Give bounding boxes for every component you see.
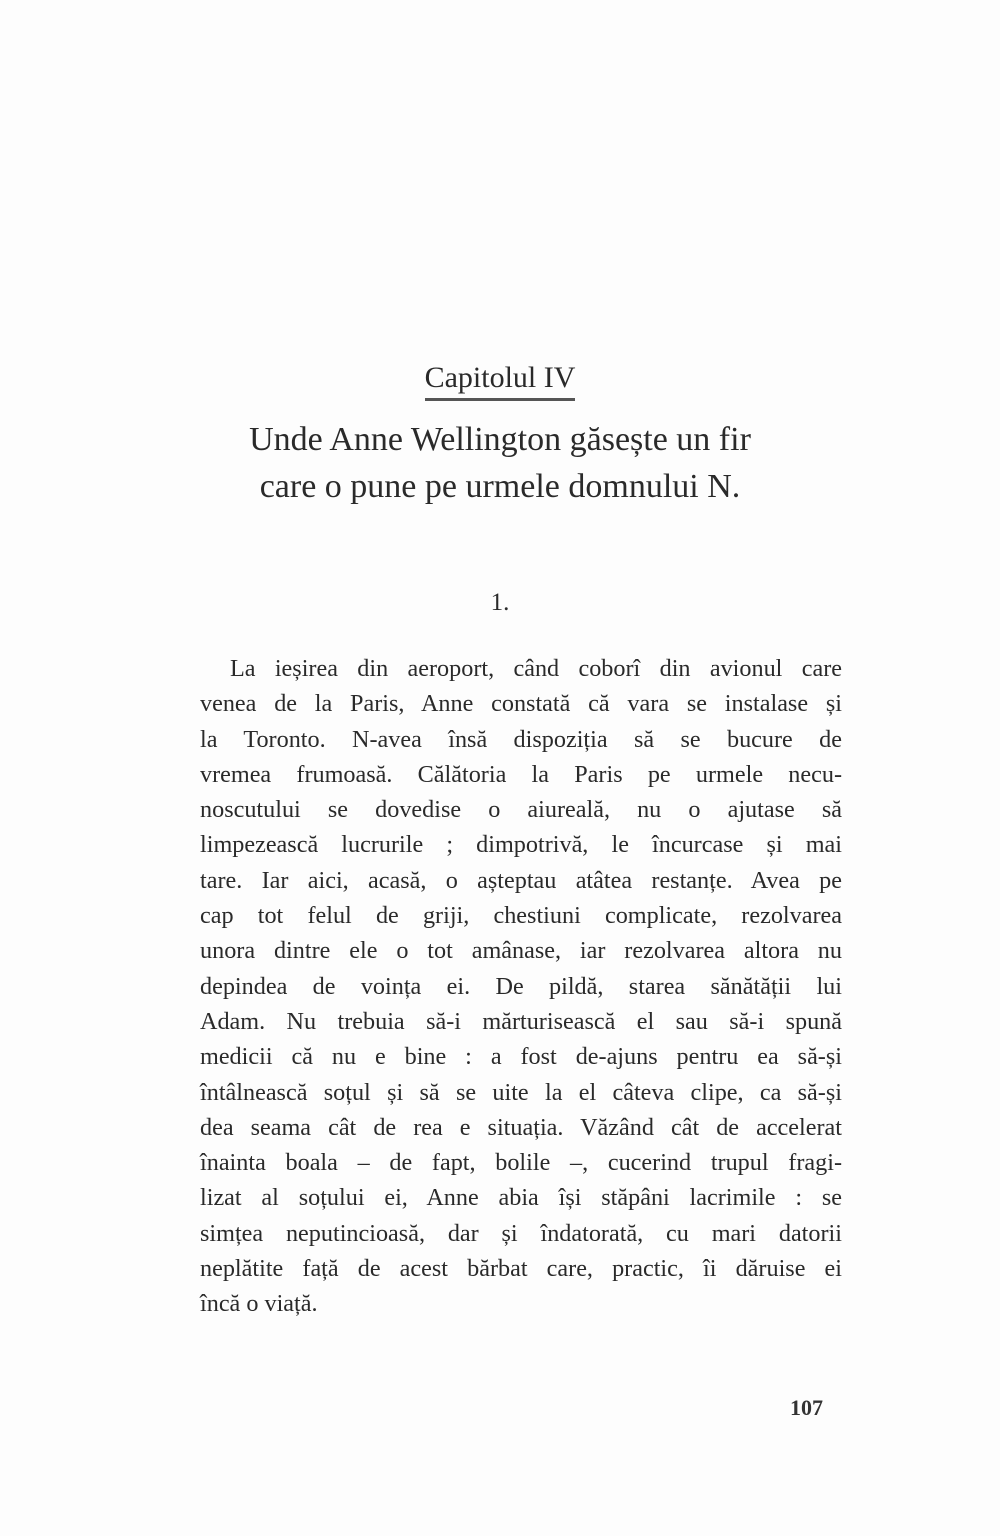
chapter-title-line: care o pune pe urmele domnului N. xyxy=(259,468,741,505)
text-line: unora dintre ele o tot amânase, iar rezolvarea altora nu xyxy=(200,937,842,965)
text-line: întâlnească soțul și să se uite la el câteva clipe, ca să-și xyxy=(200,1078,842,1106)
text-line: la Toronto. N-avea însă dispoziția să se bucure de xyxy=(200,725,842,753)
text-line: dea seama cât de rea e situația. Văzând cât de accelerat xyxy=(200,1113,842,1141)
chapter-title-line: Unde Anne Wellington găsește un fir xyxy=(249,421,751,458)
text-line: simțea neputincioasă, dar și îndatorată, cu mari datorii xyxy=(200,1219,842,1247)
text-line: medicii că nu e bine : a fost de-ajuns pentru ea să-și xyxy=(200,1043,842,1071)
text-line: vremea frumoasă. Călătoria la Paris pe urmele necu- xyxy=(200,760,842,788)
text-line: înainta boala – de fapt, bolile –, cucerind trupul fragi- xyxy=(200,1149,842,1177)
text-line: depindea de voința ei. De pildă, starea sănătății lui xyxy=(200,972,842,1000)
text-line: La ieșirea din aeroport, când coborî din avionul care xyxy=(230,655,842,682)
page-number: 107 xyxy=(790,1395,823,1420)
body-paragraph xyxy=(200,651,842,1322)
text-line: neplătite față de acest bărbat care, practic, îi dăruise ei xyxy=(200,1255,842,1283)
chapter-title xyxy=(150,416,850,510)
text-line: limpezească lucrurile ; dimpotrivă, le încurcase și mai xyxy=(200,831,842,859)
text-line: cap tot felul de griji, chestiuni complicate, rezolvarea xyxy=(200,902,842,930)
text-line: încă o viață. xyxy=(200,1290,318,1318)
text-line: noscutului se dovedise o aiureală, nu o ajutase să xyxy=(200,796,842,824)
text-line: venea de la Paris, Anne constată că vara se instalase și xyxy=(200,690,842,718)
text-line: lizat al soțului ei, Anne abia își stăpâni lacrimile : se xyxy=(200,1184,842,1212)
chapter-label-text: Capitolul IV xyxy=(425,360,576,401)
text-line: Adam. Nu trebuia să-i mărturisească el sau să-i spună xyxy=(200,1007,842,1035)
section-number: 1. xyxy=(490,589,510,616)
chapter-label xyxy=(0,360,1000,401)
text-line: tare. Iar aici, acasă, o așteptau atâtea restanțe. Avea pe xyxy=(200,866,842,894)
